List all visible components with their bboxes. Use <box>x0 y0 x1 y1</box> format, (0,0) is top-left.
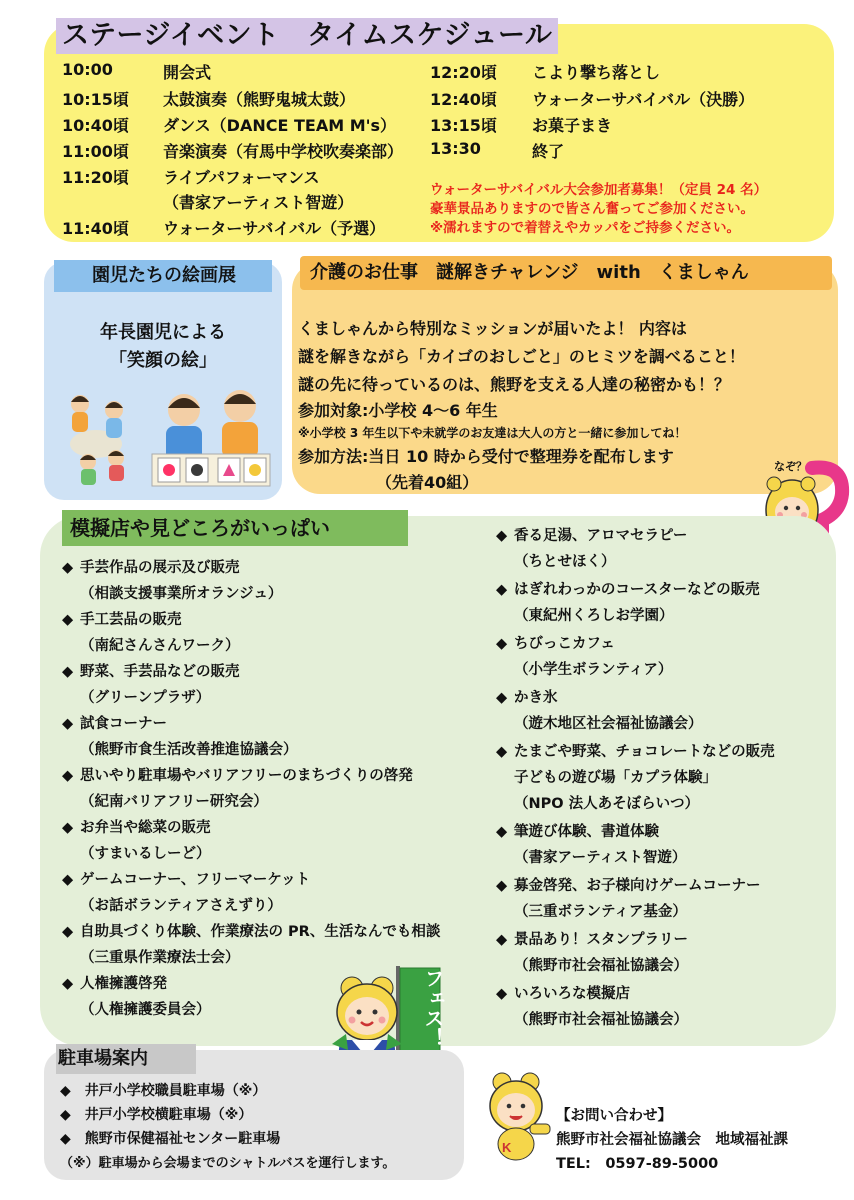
schedule-event: 終了 <box>532 142 565 161</box>
diamond-bullet-icon: ◆ <box>496 690 508 706</box>
stall-organizer: （グリーンプラザ） <box>80 690 211 706</box>
stall-organizer: （NPO 法人あそぼらいつ） <box>514 796 700 812</box>
stall-item <box>496 578 760 599</box>
stall-item <box>496 874 761 895</box>
diamond-bullet-icon: ◆ <box>62 664 74 680</box>
drawing-subtitle: 年長園児による <box>100 322 226 343</box>
stall-name: 募金啓発、お子様向けゲームコーナー <box>514 878 761 894</box>
stall-organizer: （小学生ボランティア） <box>514 662 673 678</box>
water-survival-notice: ウォーターサバイバル大会参加者募集！（定員 24 名） <box>430 182 768 198</box>
stall-item <box>62 608 182 629</box>
schedule-event: （書家アーティスト智遊） <box>163 193 354 212</box>
care-limit: （先着40組） <box>376 473 479 492</box>
stall-item <box>496 982 630 1003</box>
stall-organizer: （相談支援事業所オランジュ） <box>80 586 283 602</box>
diamond-bullet-icon: ◆ <box>496 744 508 760</box>
parking-title: 駐車場案内 <box>58 1048 148 1069</box>
stall-organizer: （書家アーティスト智遊） <box>514 850 687 866</box>
stall-organizer: （南紀さんさんワーク） <box>80 638 240 654</box>
schedule-event: ウォーターサバイバル（決勝） <box>532 90 755 109</box>
stall-item <box>62 556 240 577</box>
stall-organizer: （すまいるしーど） <box>80 846 211 862</box>
stall-name: はぎれわっかのコースターなどの販売 <box>514 582 760 598</box>
stall-name: 思いやり駐車場やバリアフリーのまちづくりの啓発 <box>80 768 413 784</box>
care-method: 参加方法:当日 10 時から受付で整理券を配布します <box>298 447 674 466</box>
care-note: ※小学校 3 年生以下や未就学のお友達は大人の方と一緒に参加してね！ <box>298 426 687 440</box>
care-target: 参加対象:小学校 4～6 年生 <box>298 401 498 420</box>
diamond-bullet-icon: ◆ <box>60 1083 71 1099</box>
parking-item-label: 井戸小学校職員駐車場（※） <box>84 1083 267 1099</box>
stall-item <box>62 868 310 889</box>
diamond-bullet-icon: ◆ <box>62 820 74 836</box>
care-description-line: 謎を解きながら「カイゴのおしごと」のヒミツを調べること！ <box>298 347 745 366</box>
parking-item-label: 熊野市保健福祉センター駐車場 <box>84 1131 281 1147</box>
stall-organizer: （紀南バリアフリー研究会） <box>80 794 268 810</box>
diamond-bullet-icon: ◆ <box>62 924 74 940</box>
diamond-bullet-icon: ◆ <box>60 1107 71 1123</box>
stall-name: ゲームコーナー、フリーマーケット <box>80 872 311 888</box>
stall-name: 試食コーナー <box>80 716 167 732</box>
diamond-bullet-icon: ◆ <box>496 528 508 544</box>
schedule-time: 13:30 <box>430 139 481 158</box>
diamond-bullet-icon: ◆ <box>496 824 508 840</box>
stall-item <box>496 820 659 841</box>
schedule-event: お菓子まき <box>532 116 613 135</box>
contact-tel: TEL: 0597-89-5000 <box>556 1156 719 1172</box>
diamond-bullet-icon: ◆ <box>62 976 74 992</box>
stall-organizer: （熊野市社会福祉協議会） <box>514 958 688 974</box>
stall-item <box>62 920 440 941</box>
schedule-time: 10:15頃 <box>62 90 129 109</box>
stall-organizer: （熊野市社会福祉協議会） <box>514 1012 688 1028</box>
diamond-bullet-icon: ◆ <box>60 1131 71 1147</box>
water-survival-notice: ※濡れますので着替えやカッパをご持参ください。 <box>430 220 740 236</box>
schedule-event: ダンス（DANCE TEAM M's） <box>163 116 397 135</box>
schedule-event: ウォーターサバイバル（予選） <box>163 219 386 238</box>
schedule-event: ライブパフォーマンス <box>163 168 320 187</box>
diamond-bullet-icon: ◆ <box>62 716 74 732</box>
stall-item <box>62 972 167 993</box>
care-description-line: くましゃんから特別なミッションが届いたよ！ 内容は <box>298 319 687 338</box>
diamond-bullet-icon: ◆ <box>496 986 508 1002</box>
stall-name: 自助具づくり体験、作業療法の PR、生活なんでも相談 <box>80 924 441 940</box>
diamond-bullet-icon: ◆ <box>62 612 74 628</box>
schedule-time: 12:40頃 <box>430 90 497 109</box>
stage-title: ステージイベント タイムスケジュール <box>62 20 553 51</box>
parking-item-label: 井戸小学校横駐車場（※） <box>84 1107 253 1123</box>
stall-organizer: （遊木地区社会福祉協議会） <box>514 716 703 732</box>
contact-label: 【お問い合わせ】 <box>556 1108 672 1124</box>
schedule-time: 11:00頃 <box>62 142 129 161</box>
care-title: 介護のお仕事 謎解きチャレンジ with くましゃん <box>310 262 749 283</box>
stall-item <box>62 712 167 733</box>
stall-organizer: （三重ボランティア基金） <box>514 904 687 920</box>
diamond-bullet-icon: ◆ <box>496 582 508 598</box>
diamond-bullet-icon: ◆ <box>496 878 508 894</box>
stall-organizer: 子どもの遊び場「カプラ体験」 <box>514 770 717 786</box>
schedule-time: 12:20頃 <box>430 63 497 82</box>
stall-name: 筆遊び体験、書道体験 <box>514 824 659 840</box>
diamond-bullet-icon: ◆ <box>496 932 508 948</box>
stall-item <box>496 524 687 545</box>
festival-flag-label: フェス！ <box>421 968 445 1048</box>
stall-organizer: （東紀州くろしお学園） <box>514 608 674 624</box>
parking-note: （※）駐車場から会場までのシャトルバスを運行します。 <box>60 1156 396 1171</box>
nazo-label: なぞ？ <box>774 460 807 473</box>
stall-item <box>62 660 240 681</box>
stall-name: かき氷 <box>514 690 558 706</box>
stall-name: 野菜、手芸品などの販売 <box>80 664 240 680</box>
drawing-title: 園児たちの絵画展 <box>92 265 236 286</box>
stall-item <box>62 764 413 785</box>
schedule-event: こより撃ち落とし <box>532 63 661 82</box>
stall-name: いろいろな模擬店 <box>514 986 630 1002</box>
schedule-time: 10:00 <box>62 60 113 79</box>
schedule-time: 13:15頃 <box>430 116 497 135</box>
stall-name: ちびっこカフェ <box>514 636 615 652</box>
drawing-subtitle: 「笑顔の絵」 <box>109 350 217 371</box>
schedule-event: 開会式 <box>163 63 212 82</box>
care-description-line: 謎の先に待っているのは、熊野を支える人達の秘密かも！？ <box>298 375 731 394</box>
schedule-time: 11:20頃 <box>62 168 129 187</box>
stall-item <box>496 686 558 707</box>
stall-name: 景品あり！スタンプラリー <box>514 932 688 948</box>
stall-name: 人権擁護啓発 <box>80 976 167 992</box>
stall-organizer: （人権擁護委員会） <box>80 1002 211 1018</box>
diamond-bullet-icon: ◆ <box>62 560 74 576</box>
mascot-letter: K <box>502 1140 512 1155</box>
stall-item <box>496 740 775 761</box>
stalls-title: 模擬店や見どころがいっぱい <box>70 516 330 540</box>
stall-name: 手芸作品の展示及び販売 <box>80 560 240 576</box>
stall-organizer: （熊野市食生活改善推進協議会） <box>80 742 298 758</box>
stall-name: 手工芸品の販売 <box>80 612 182 628</box>
stall-organizer: （ちとせほく） <box>514 554 616 570</box>
stall-name: たまごや野菜、チョコレートなどの販売 <box>514 744 775 760</box>
schedule-event: 太鼓演奏（熊野鬼城太鼓） <box>163 90 356 109</box>
stall-name: お弁当や総菜の販売 <box>80 820 211 836</box>
parking-item <box>60 1080 266 1100</box>
water-survival-notice: 豪華景品ありますので皆さん奮ってご参加ください。 <box>430 201 754 217</box>
mascot-contact-icon <box>480 1064 560 1164</box>
schedule-event: 音楽演奏（有馬中学校吹奏楽部） <box>163 142 404 161</box>
contact-organization: 熊野市社会福祉協議会 地域福祉課 <box>556 1132 788 1148</box>
stall-name: 香る足湯、アロマセラピー <box>514 528 688 544</box>
parking-item <box>60 1104 252 1124</box>
children-drawing-illustration <box>58 382 272 488</box>
stall-item <box>496 928 688 949</box>
diamond-bullet-icon: ◆ <box>62 872 74 888</box>
schedule-time: 11:40頃 <box>62 219 129 238</box>
parking-item <box>60 1128 280 1148</box>
stall-organizer: （三重県作業療法士会） <box>80 950 240 966</box>
schedule-time: 10:40頃 <box>62 116 129 135</box>
diamond-bullet-icon: ◆ <box>496 636 508 652</box>
stall-item <box>62 816 211 837</box>
stall-organizer: （お話ボランティアさえずり） <box>80 898 282 914</box>
diamond-bullet-icon: ◆ <box>62 768 74 784</box>
stall-item <box>496 632 615 653</box>
